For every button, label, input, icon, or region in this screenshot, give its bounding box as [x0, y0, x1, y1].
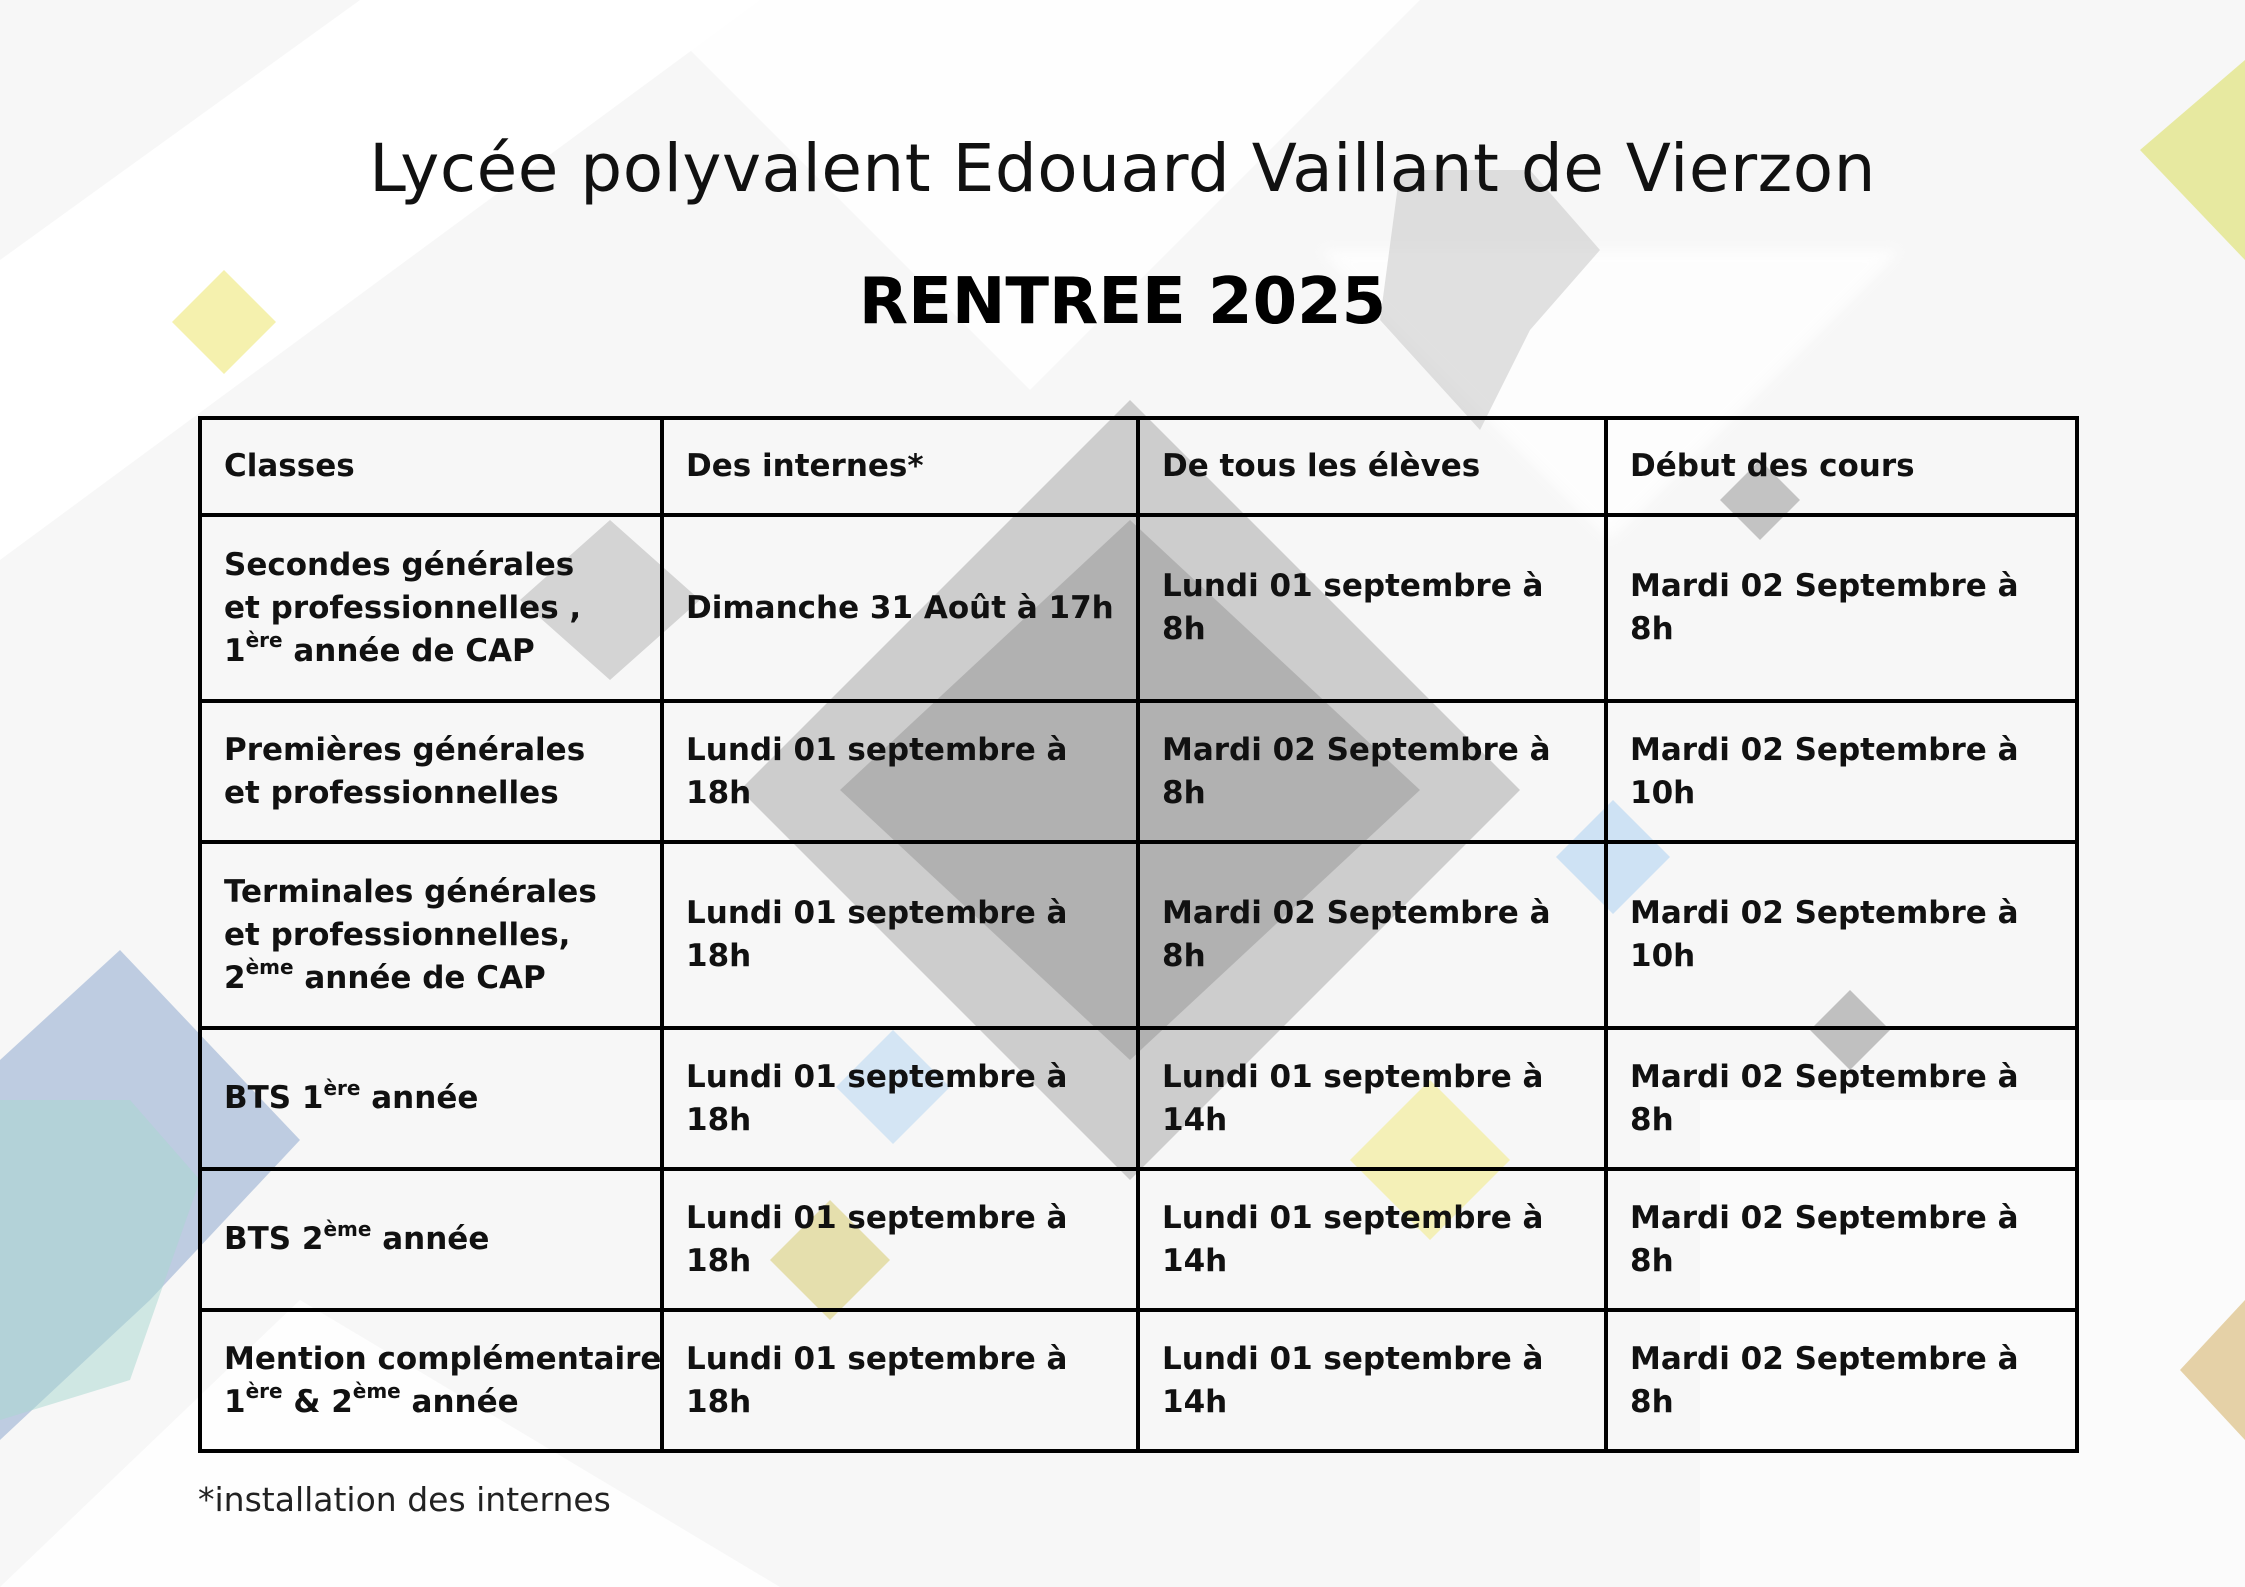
- class-line: et professionnelles,: [224, 916, 571, 953]
- class-cell: BTS 1ère année: [200, 1028, 662, 1169]
- table-row: [200, 842, 2077, 1028]
- table-row: [200, 1028, 2077, 1169]
- table-row: [200, 701, 2077, 842]
- cours-cell: Mardi 02 Septembre à 10h: [1606, 701, 2077, 842]
- cours-cell: Mardi 02 Septembre à 8h: [1606, 1028, 2077, 1169]
- column-header-internes: Des internes*: [662, 418, 1138, 515]
- class-line: 1ère année de CAP: [224, 628, 535, 669]
- eleves-cell: Lundi 01 septembre à 8h: [1138, 515, 1606, 701]
- class-cell: [200, 1310, 662, 1451]
- internes-cell: Lundi 01 septembre à 18h: [662, 842, 1138, 1028]
- class-line: Terminales générales: [224, 873, 597, 910]
- column-header-classes: Classes: [200, 418, 662, 515]
- eleves-cell: Lundi 01 septembre à 14h: [1138, 1310, 1606, 1451]
- class-cell: [200, 701, 662, 842]
- class-line: et professionnelles: [224, 774, 559, 811]
- school-name: Lycée polyvalent Edouard Vaillant de Vierzon: [369, 130, 1876, 207]
- column-header-eleves: De tous les élèves: [1138, 418, 1606, 515]
- class-line: et professionnelles ,: [224, 589, 582, 626]
- internes-cell: Dimanche 31 Août à 17h: [662, 515, 1138, 701]
- class-line: Premières générales: [224, 731, 586, 768]
- class-cell: [200, 515, 662, 701]
- class-cell: BTS 2ème année: [200, 1169, 662, 1310]
- eleves-cell: Lundi 01 septembre à 14h: [1138, 1169, 1606, 1310]
- eleves-cell: Mardi 02 Septembre à 8h: [1138, 701, 1606, 842]
- class-line: 1ère & 2ème année: [224, 1379, 519, 1420]
- eleves-cell: Lundi 01 septembre à 14h: [1138, 1028, 1606, 1169]
- cours-cell: Mardi 02 Septembre à 10h: [1606, 842, 2077, 1028]
- table-header-row: [200, 418, 2077, 515]
- internes-cell: Lundi 01 septembre à 18h: [662, 1310, 1138, 1451]
- cours-cell: Mardi 02 Septembre à 8h: [1606, 1310, 2077, 1451]
- class-line: Secondes générales: [224, 546, 575, 583]
- page-title: RENTREE 2025: [858, 265, 1387, 339]
- table-row: [200, 1169, 2077, 1310]
- eleves-cell: Mardi 02 Septembre à 8h: [1138, 842, 1606, 1028]
- class-cell: [200, 842, 662, 1028]
- class-line: Mention complémentaire: [224, 1340, 662, 1377]
- table-row: [200, 1310, 2077, 1451]
- cours-cell: Mardi 02 Septembre à 8h: [1606, 1169, 2077, 1310]
- column-header-cours: Début des cours: [1606, 418, 2077, 515]
- footnote: *installation des internes: [198, 1480, 611, 1519]
- internes-cell: Lundi 01 septembre à 18h: [662, 1169, 1138, 1310]
- table-row: [200, 515, 2077, 701]
- internes-cell: Lundi 01 septembre à 18h: [662, 701, 1138, 842]
- schedule-table: [198, 416, 2079, 1453]
- internes-cell: Lundi 01 septembre à 18h: [662, 1028, 1138, 1169]
- class-line: 2ème année de CAP: [224, 955, 546, 996]
- cours-cell: Mardi 02 Septembre à 8h: [1606, 515, 2077, 701]
